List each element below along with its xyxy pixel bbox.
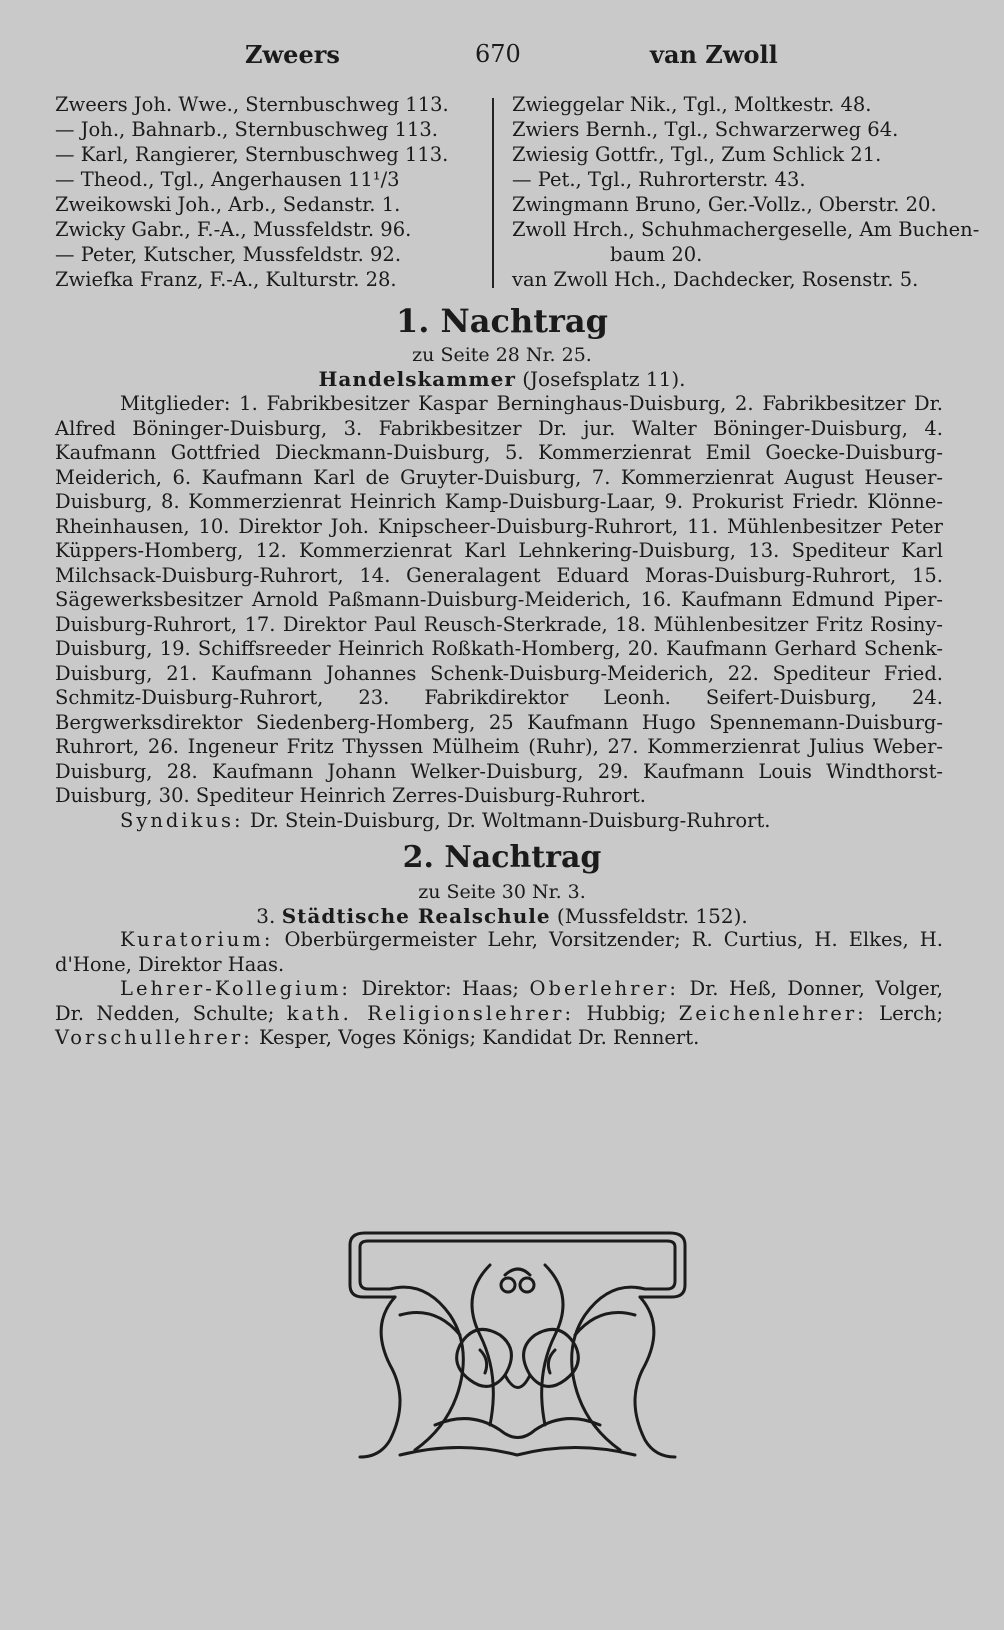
directory-entry: Zwiefka Franz, F.-A., Kulturstr. 28. [55, 268, 397, 291]
religionslehrer-label: kath. Religionslehrer: [286, 1001, 575, 1025]
directory-entry: — Karl, Rangierer, Sternbuschweg 113. [55, 143, 449, 166]
nachtrag-2-reference: zu Seite 30 Nr. 3. [418, 881, 586, 903]
nachtrag-1-title: 1. Nachtrag [395, 302, 609, 340]
kuratorium-label: Kuratorium: [120, 928, 274, 951]
directory-entry: Zwingmann Bruno, Ger.-Vollz., Oberstr. 20. [512, 193, 937, 216]
directory-entry: Zwiers Bernh., Tgl., Schwarzerweg 64. [512, 118, 899, 141]
vorschullehrer-text: Kesper, Voges Königs; Kandidat Dr. Rennert. [258, 1026, 700, 1049]
realschule-paragraph [55, 928, 943, 1051]
nachtrag-1-reference: zu Seite 28 Nr. 25. [412, 344, 592, 366]
directory-entry: baum 20. [610, 243, 703, 266]
realschule-heading [0, 904, 1004, 928]
header-right-word: van Zwoll [650, 40, 778, 69]
directory-entry: Zweers Joh. Wwe., Sternbuschweg 113. [55, 93, 449, 116]
page-number: 670 [475, 40, 521, 68]
page-header [0, 40, 1004, 80]
religionslehrer-text: Hubbig; [586, 1001, 667, 1025]
directory-entry: — Pet., Tgl., Ruhrorterstr. 43. [512, 168, 806, 191]
lehrer-kollegium-line [55, 977, 943, 1051]
direktor-text: Direktor: Haas; [361, 977, 519, 1000]
oberlehrer-text: Dr. Heß, Donner, Volger, Dr. Nedden, Schulte; [55, 977, 943, 1025]
lehrer-kollegium-label: Lehrer-Kollegium: [120, 977, 351, 1000]
header-left-word: Zweers [245, 40, 340, 69]
realschule-address: (Mussfeldstr. 152). [556, 904, 748, 928]
directory-entry: — Joh., Bahnarb., Sternbuschweg 113. [55, 118, 438, 141]
directory-entry: Zwicky Gabr., F.-A., Mussfeldstr. 96. [55, 218, 412, 241]
handelskammer-heading [0, 367, 1004, 391]
directory-entry: Zwoll Hrch., Schuhmachergeselle, Am Buchen- [512, 218, 980, 241]
realschule-title: Städtische Realschule [281, 904, 551, 928]
column-divider [492, 98, 494, 288]
directory-entry: Zwiesig Gottfr., Tgl., Zum Schlick 21. [512, 143, 882, 166]
members-text: 1. Fabrikbesitzer Kaspar Berninghaus-Duisburg, 2. Fabrikbesitzer Dr. Alfred Böninger-Duisburg, 3. Fabrikbesitzer Dr. jur. Walter Böninger-Duisburg, 4. Kaufmann Gottfried Dieckmann-Duisburg, 5. Kommerzienrat Emil Goecke-Duisburg-Meiderich, 6. Kaufmann Karl de Gruyter-Duisburg, 7. Kommerzienrat August Heuser-Duisburg, 8. Kommerzienrat Heinrich Kamp-Duisburg-Laar, 9. Prokurist Friedr. Klönne-Rheinhausen, 10. Direktor Joh. Knipscheer-Duisburg-Ruhrort, 11. Mühlenbesitzer Peter Küppers-Homberg, 12. Kommerzienrat Karl Lehnkering-Duisburg, 13. Spediteur Karl Milchsack-Duisburg-Ruhrort, 14. Generalagent Eduard Moras-Duisburg-Ruhrort, 15. Sägewerksbesitzer Arnold Paßmann-Duisburg-Meiderich, 16. Kaufmann Edmund Piper-Duisburg-Ruhrort, 17. Direktor Paul Reusch-Sterkrade, 18. Mühlenbesitzer Fritz Rosiny-Duisburg, 19. Schiffsreeder Heinrich Roßkath-Homberg, 20. Kaufmann Gerhard Schenk-Duisburg, 21. Kaufmann Johannes Schenk-Duisburg-Meiderich, 22. Spediteur Fried. Schmitz-Duisburg-Ruhrort, 23. Fabrikdirektor Leonh. Seifert-Duisburg, 24. Bergwerksdirektor Siedenberg-Homberg, 25 Kaufmann Hugo Spennemann-Duisburg-Ruhrort, 26. Ingeneur Fritz Thyssen Mülheim (Ruhr), 27. Kommerzienrat Julius Weber-Duisburg, 28. Kaufmann Johann Welker-Duisburg, 29. Kaufmann Louis Windthorst-Duisburg, 30. Spediteur Heinrich Zerres-Duisburg-Ruhrort. [55, 392, 943, 807]
handelskammer-address: (Josefsplatz 11). [522, 367, 686, 391]
vorschullehrer-label: Vorschullehrer: [55, 1026, 253, 1049]
directory-entry: Zweikowski Joh., Arb., Sedanstr. 1. [55, 193, 401, 216]
oberlehrer-label: Oberlehrer: [529, 977, 679, 1000]
zeichenlehrer-label: Zeichenlehrer: [678, 1001, 867, 1025]
syndikus-line [55, 809, 943, 834]
kuratorium-text: Oberbürgermeister Lehr, Vorsitzender; R. Curtius, H. Elkes, H. d'Hone, Direktor Haas. [55, 928, 943, 976]
kuratorium-line [55, 928, 943, 977]
syndikus-label: Syndikus: [120, 808, 244, 832]
directory-entry: — Peter, Kutscher, Mussfeldstr. 92. [55, 243, 402, 266]
directory-entry: Zwieggelar Nik., Tgl., Moltkestr. 48. [512, 93, 872, 116]
realschule-number: 3. [256, 904, 276, 928]
zeichenlehrer-text: Lerch; [879, 1001, 944, 1025]
directory-entry: van Zwoll Hch., Dachdecker, Rosenstr. 5. [512, 268, 919, 291]
syndikus-text: Dr. Stein-Duisburg, Dr. Woltmann-Duisburg-Ruhrort. [249, 808, 771, 832]
left-column [55, 92, 485, 292]
handelskammer-title: Handelskammer [318, 367, 516, 391]
nachtrag-2-title: 2. Nachtrag [402, 840, 602, 875]
members-list [55, 392, 943, 809]
members-paragraph [55, 392, 943, 833]
right-column [512, 92, 980, 292]
art-nouveau-ornament-icon [340, 1225, 695, 1465]
members-label: Mitglieder: [120, 392, 231, 415]
directory-entry: — Theod., Tgl., Angerhausen 11¹/3 [55, 168, 400, 191]
